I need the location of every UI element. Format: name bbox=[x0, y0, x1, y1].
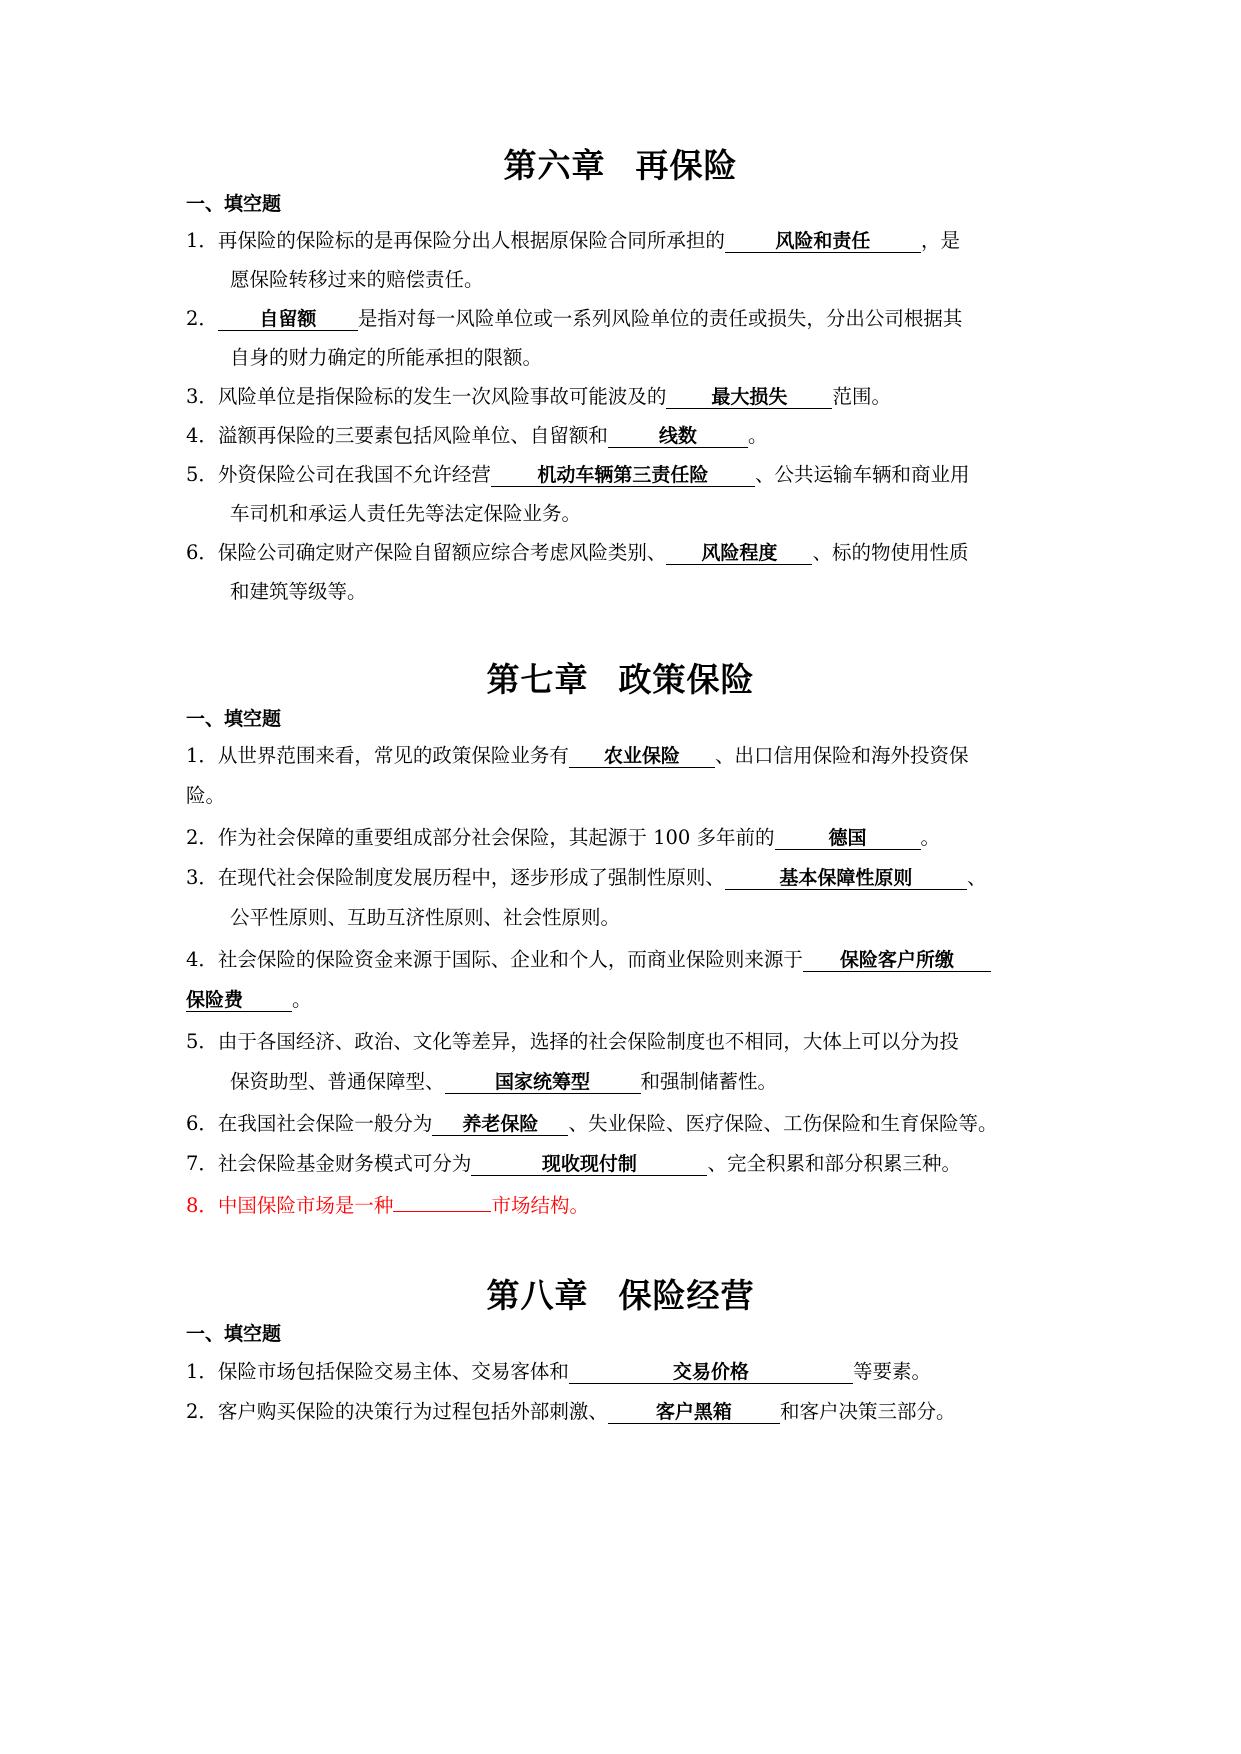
ch6-q6-cont: 和建筑等级等。 bbox=[230, 580, 367, 603]
ch7-q3: 3．在现代社会保险制度发展历程中，逐步形成了强制性原则、 基本保障性原则 、 bbox=[186, 866, 987, 889]
ch8-q1-answer: 交易价格 bbox=[569, 1361, 853, 1384]
ch6-q1-answer: 风险和责任 bbox=[725, 230, 921, 253]
chapter-6-name: 再保险 bbox=[635, 146, 738, 185]
ch6-q3-answer: 最大损失 bbox=[666, 386, 832, 409]
chapter-8-number: 第八章 bbox=[486, 1276, 589, 1315]
ch7-q6: 6．在我国社会保险一般分为 养老保险 、失业保险、医疗保险、工伤保险和生育保险等。 bbox=[186, 1112, 998, 1135]
ch6-q4-answer: 线数 bbox=[608, 425, 748, 448]
ch6-q2-answer: 自留额 bbox=[218, 308, 358, 331]
ch6-q5: 5．外资保险公司在我国不允许经营 机动车辆第三责任险 、公共运输车辆和商业用 bbox=[186, 463, 970, 486]
ch7-q3-cont: 公平性原则、互助互济性原则、社会性原则。 bbox=[230, 906, 621, 929]
ch7-q2: 2．作为社会保障的重要组成部分社会保险，其起源于 100 多年前的 德国 。 bbox=[186, 826, 941, 849]
ch7-q1-answer: 农业保险 bbox=[569, 745, 715, 768]
chapter-6-number: 第六章 bbox=[503, 146, 606, 185]
ch8-q1: 1．保险市场包括保险交易主体、交易客体和 交易价格 等要素。 bbox=[186, 1360, 931, 1383]
ch8-q2: 2．客户购买保险的决策行为过程包括外部刺激、 客户黑箱 和客户决策三部分。 bbox=[186, 1400, 956, 1423]
ch7-q3-answer: 基本保障性原则 bbox=[725, 867, 967, 890]
ch8-q2-answer: 客户黑箱 bbox=[608, 1401, 780, 1424]
ch7-q7: 7．社会保险基金财务模式可分为 现收现付制 、完全积累和部分积累三种。 bbox=[186, 1152, 961, 1175]
ch6-q4: 4．溢额再保险的三要素包括风险单位、自留额和 线数 。 bbox=[186, 424, 768, 447]
ch6-q6: 6．保险公司确定财产保险自留额应综合考虑风险类别、 风险程度 、标的物使用性质 bbox=[186, 541, 969, 564]
chapter-6-title bbox=[0, 140, 1241, 187]
chapter-7-title bbox=[0, 654, 1241, 701]
ch6-q2-cont: 自身的财力确定的所能承担的限额。 bbox=[230, 346, 543, 369]
chapter-7-section-heading: 一、填空题 bbox=[186, 708, 282, 730]
ch7-q2-answer: 德国 bbox=[775, 827, 921, 850]
ch7-q8-answer bbox=[393, 1211, 491, 1212]
ch6-q1-cont: 愿保险转移过来的赔偿责任。 bbox=[230, 268, 484, 291]
ch6-q5-cont: 车司机和承运人责任先等法定保险业务。 bbox=[230, 502, 582, 525]
ch6-q6-answer: 风险程度 bbox=[666, 542, 812, 565]
ch7-q4-cont: 保险费 。 bbox=[186, 988, 312, 1011]
ch7-q7-answer: 现收现付制 bbox=[471, 1153, 707, 1176]
ch7-q6-answer: 养老保险 bbox=[432, 1113, 568, 1136]
chapter-6-section-heading: 一、填空题 bbox=[186, 193, 282, 215]
ch6-q1: 1．再保险的保险标的是再保险分出人根据原保险合同所承担的 风险和责任 ，是 bbox=[186, 229, 960, 252]
ch7-q4-answer-cont: 保险费 bbox=[186, 989, 292, 1012]
ch7-q1: 1．从世界范围来看，常见的政策保险业务有 农业保险 、出口信用保险和海外投资保 bbox=[186, 744, 969, 767]
chapter-8-title bbox=[0, 1270, 1241, 1317]
ch6-q2: 2． 自留额 是指对每一风险单位或一系列风险单位的责任或损失，分出公司根据其 bbox=[186, 307, 963, 330]
ch7-q4-answer: 保险客户所缴 bbox=[803, 949, 991, 972]
ch6-q5-answer: 机动车辆第三责任险 bbox=[491, 464, 755, 487]
chapter-8-name: 保险经营 bbox=[618, 1276, 755, 1315]
chapter-7-name: 政策保险 bbox=[618, 660, 755, 699]
ch7-q5-cont: 保资助型、普通保障型、 国家统筹型 和强制储蓄性。 bbox=[230, 1070, 778, 1093]
ch7-q5: 5．由于各国经济、政治、文化等差异，选择的社会保险制度也不相同，大体上可以分为投 bbox=[186, 1030, 959, 1053]
ch7-q4: 4．社会保险的保险资金来源于国际、企业和个人，而商业保险则来源于 保险客户所缴 bbox=[186, 948, 991, 972]
ch7-q1-cont: 险。 bbox=[186, 784, 226, 807]
ch6-q3: 3．风险单位是指保险标的发生一次风险事故可能波及的 最大损失 范围。 bbox=[186, 385, 891, 408]
ch7-q5-answer: 国家统筹型 bbox=[445, 1071, 641, 1094]
ch7-q8: 8．中国保险市场是一种 市场结构。 bbox=[186, 1194, 589, 1217]
chapter-8-section-heading: 一、填空题 bbox=[186, 1323, 282, 1345]
chapter-7-number: 第七章 bbox=[486, 660, 589, 699]
